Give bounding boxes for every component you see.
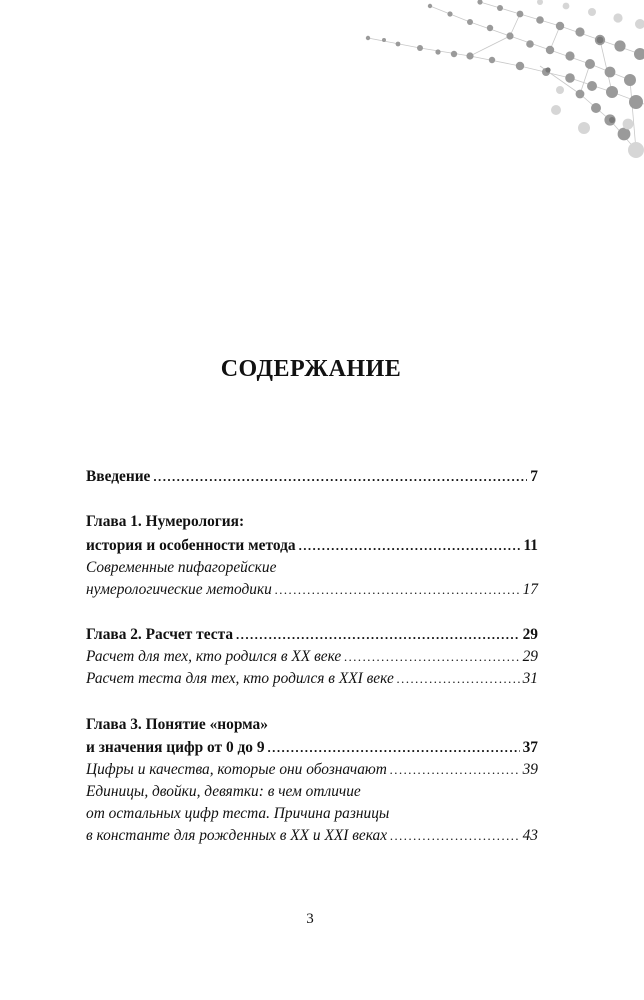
dot-leader xyxy=(397,671,520,687)
dot-leader xyxy=(236,627,520,643)
dot-leader xyxy=(153,469,527,485)
dot-leader xyxy=(268,740,520,756)
toc-page-number: 11 xyxy=(523,537,538,554)
toc-page-number: 7 xyxy=(530,468,538,485)
toc-page-number: 29 xyxy=(522,648,538,665)
toc-entry-label: нумерологические методики xyxy=(86,581,272,598)
toc-entry-chapter-2[interactable] xyxy=(86,626,538,648)
toc-subentry-3-2[interactable] xyxy=(86,827,538,849)
toc-page-number: 37 xyxy=(522,739,538,756)
toc-page-number: 17 xyxy=(522,581,538,598)
toc-entry-label: Глава 2. Расчет теста xyxy=(86,626,234,643)
toc-page-number: 43 xyxy=(522,827,538,844)
toc-subentry-3-2-line1: Единицы, двойки, девятки: в чем отличие xyxy=(86,783,361,800)
toc-entry-label: и значения цифр от 0 до 9 xyxy=(86,739,265,756)
dot-leader xyxy=(390,762,520,778)
dot-leader xyxy=(275,582,520,598)
toc-subentry-2-2[interactable] xyxy=(86,670,538,692)
dot-leader xyxy=(344,649,519,665)
toc-entry-label: Введение xyxy=(86,468,151,485)
toc-page-number: 39 xyxy=(522,761,538,778)
page-number: 3 xyxy=(306,911,314,927)
toc-entry-label: Расчет теста для тех, кто родился в XXI веке xyxy=(86,670,394,687)
toc-entry-chapter-1[interactable] xyxy=(86,537,538,559)
toc-subentry-3-1[interactable] xyxy=(86,761,538,783)
toc-page-number: 31 xyxy=(522,670,538,687)
toc-entry-label: Цифры и качества, которые они обозначают xyxy=(86,761,387,778)
network-dots-decoration xyxy=(0,0,644,180)
toc-subentry-2-1[interactable] xyxy=(86,648,538,670)
toc-entry-label: Расчет для тех, кто родился в XX веке xyxy=(86,648,342,665)
toc-subentry-1-1[interactable] xyxy=(86,581,538,603)
toc-subentry-1-1-line1: Современные пифагорейские xyxy=(86,559,277,576)
toc-chapter-3-title: Глава 3. Понятие «норма» xyxy=(86,716,268,733)
toc-subentry-3-2-line2: от остальных цифр теста. Причина разницы xyxy=(86,805,390,822)
page-title: СОДЕРЖАНИЕ xyxy=(220,356,402,382)
toc-chapter-1-title: Глава 1. Нумерология: xyxy=(86,513,245,530)
toc-entry-intro[interactable] xyxy=(86,468,538,490)
toc-entry-label: история и особенности метода xyxy=(86,537,296,554)
toc-entry-chapter-3[interactable] xyxy=(86,739,538,761)
toc-entry-label: в константе для рожденных в XX и XXI веках xyxy=(86,827,388,844)
dot-leader xyxy=(299,538,521,554)
toc-page-number: 29 xyxy=(522,626,538,643)
dot-leader xyxy=(390,828,520,844)
